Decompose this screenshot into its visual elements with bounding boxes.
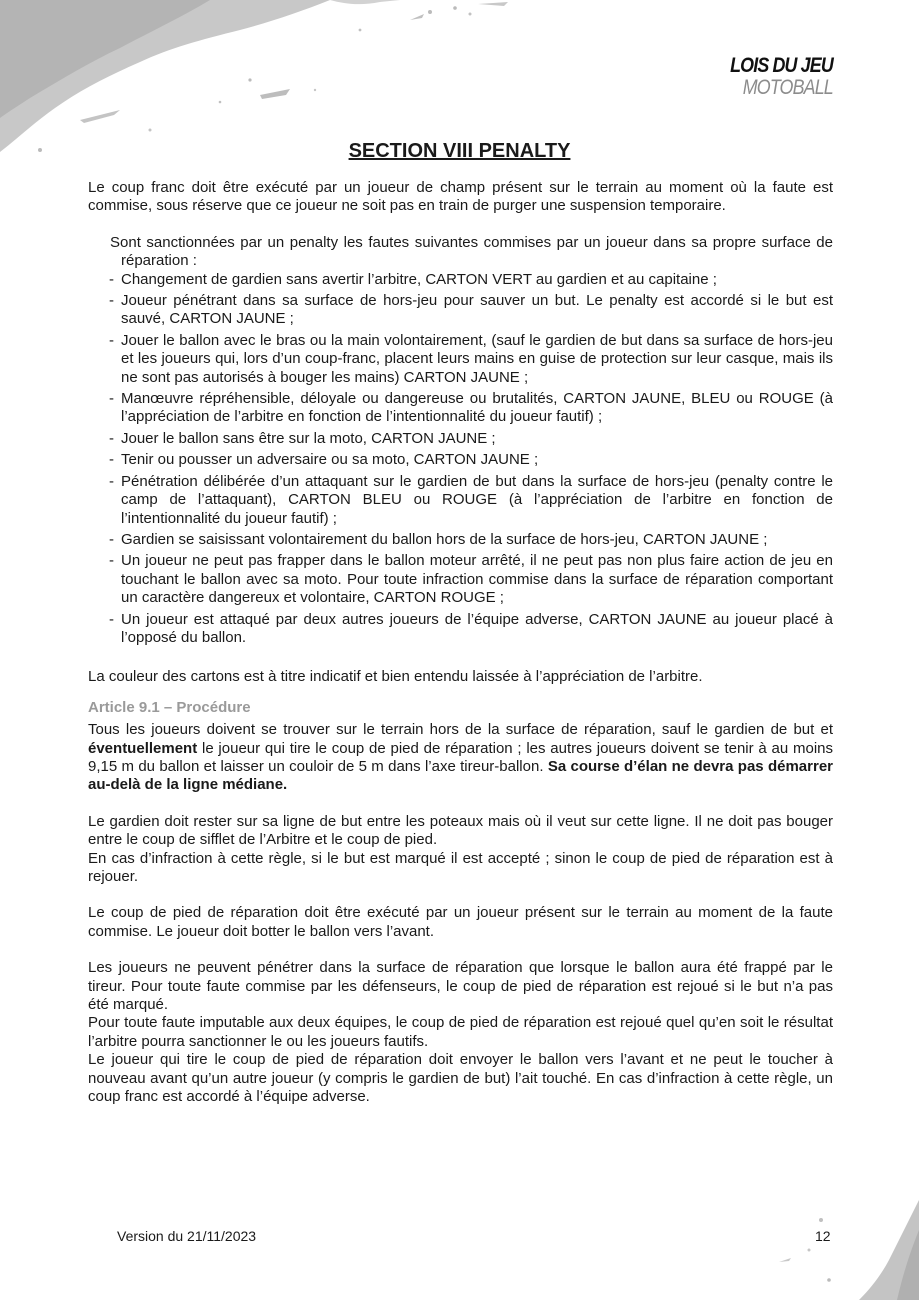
- procedure-paragraph-3: En cas d’infraction à cette règle, si le but est marqué il est accepté ; sinon le coup de pied de réparation est à rejouer.: [88, 849, 833, 885]
- cards-note: La couleur des cartons est à titre indicatif et bien entendu laissée à l’appréciation de l’arbitre.: [88, 668, 703, 686]
- section-title: SECTION VIII PENALTY: [348, 140, 571, 162]
- grunge-decoration-bottom-right: [759, 1190, 919, 1300]
- page-number: 12: [815, 1228, 831, 1244]
- intro-paragraph: Le coup franc doit être exécuté par un joueur de champ présent sur le terrain au moment où la faute est commise, sous réserve que ce joueur ne soit pas en train de purger une suspension temporaire.: [88, 179, 833, 215]
- dash-bullet: -: [109, 552, 114, 570]
- dash-bullet: -: [109, 451, 114, 469]
- dash-bullet: -: [109, 429, 114, 447]
- dash-bullet: -: [109, 331, 114, 349]
- list-item: - Manœuvre répréhensible, déloyale ou dangereuse ou brutalités, CARTON JAUNE, BLEU ou ROUGE (à l’appréciation de l’arbitre en fonction de l’intentionnalité du joueur fautif) ;: [109, 390, 833, 426]
- list-item: - Un joueur ne peut pas frapper dans le ballon moteur arrêté, il ne peut pas non plus faire action de jeu en touchant le ballon avec sa moto. Pour toute infraction commise dans la surface de réparation comportant un caractère dangereux et volontaire, CARTON ROUGE ;: [109, 552, 833, 607]
- dash-bullet: -: [109, 610, 114, 628]
- procedure-paragraph-5: Les joueurs ne peuvent pénétrer dans la surface de réparation que lorsque le ballon aura été frappé par le tireur. Pour toute faute commise par les défenseurs, le coup de pied de réparation est rejoué si le but n’a pas été marqué.: [88, 959, 833, 1014]
- footer-version: Version du 21/11/2023: [117, 1228, 257, 1244]
- procedure-paragraph-2: Le gardien doit rester sur sa ligne de but entre les poteaux mais où il veut sur cette ligne. Il ne doit pas bouger entre le coup de sifflet de l’Arbitre et le coup de pied.: [88, 812, 833, 849]
- dash-bullet: -: [109, 270, 114, 288]
- list-item: - Pénétration délibérée d’un attaquant sur le gardien de but dans la surface de hors-jeu (penalty contre le camp de l’attaquant), CARTON BLEU ou ROUGE (à l’appréciation de l’arbitre en fonction de l’intentionnalité du joueur fautif) ;: [109, 472, 833, 527]
- list-item: - Tenir ou pousser un adversaire ou sa moto, CARTON JAUNE ;: [109, 451, 539, 469]
- list-item: - Changement de gardien sans avertir l’arbitre, CARTON VERT au gardien et au capitaine ;: [109, 270, 717, 288]
- list-item: - Jouer le ballon sans être sur la moto, CARTON JAUNE ;: [109, 429, 496, 447]
- procedure-paragraph-7: Le joueur qui tire le coup de pied de réparation doit envoyer le ballon vers l’avant et ne peut le toucher à nouveau avant qu’un autre joueur (y compris le gardien de but) l’ait touché. En cas d’infraction à cette règle, un coup franc est accordé à l’équipe adverse.: [88, 1051, 833, 1106]
- document-body: [88, 179, 833, 1106]
- list-item: - Jouer le ballon avec le bras ou la main volontairement, (sauf le gardien de but dans sa surface de hors-jeu et les joueurs qui, lors d’un coup-franc, placent leurs mains en guise de protection sur leur casque, mais ils ne sont pas autorisés à bouger les mains) CARTON JAUNE ;: [109, 331, 833, 386]
- dash-bullet: -: [109, 530, 114, 548]
- penalties-intro: Sont sanctionnées par un penalty les fautes suivantes commises par un joueur dans sa propre surface de réparation :: [110, 233, 833, 270]
- article-heading: Article 9.1 – Procédure: [88, 698, 251, 716]
- list-item: - Joueur pénétrant dans sa surface de hors-jeu pour sauver un but. Le penalty est accordé si le but est sauvé, CARTON JAUNE ;: [109, 292, 833, 328]
- dash-bullet: -: [109, 472, 114, 490]
- dash-bullet: -: [109, 292, 114, 310]
- list-item: - Gardien se saisissant volontairement du ballon hors de la surface de hors-jeu, CARTON JAUNE ;: [109, 530, 768, 548]
- procedure-paragraph-4: Le coup de pied de réparation doit être exécuté par un joueur présent sur le terrain au moment de la faute commise. Le joueur doit botter le ballon vers l’avant.: [88, 904, 833, 940]
- logo-line-2: MOTOBALL: [742, 76, 833, 99]
- logo-line-1: LOIS DU JEU: [730, 54, 833, 77]
- dash-bullet: -: [109, 390, 114, 408]
- logo-lois-du-jeu-motoball: [712, 55, 833, 98]
- procedure-paragraph-1: Tous les joueurs doivent se trouver sur le terrain hors de la surface de réparation, sauf le gardien de but et éventuellement le joueur qui tire le coup de pied de réparation ; les autres joueurs doivent se tenir à au moins 9,15 m du ballon et laisser un couloir de 5 m dans l’axe tireur-ballon. Sa course d’élan ne devra pas démarrer au-delà de la ligne médiane.: [88, 721, 833, 794]
- procedure-paragraph-6: Pour toute faute imputable aux deux équipes, le coup de pied de réparation est rejoué quel qu’en soit le résultat l’arbitre pourra sanctionner le ou les joueurs fautifs.: [88, 1014, 833, 1050]
- penalty-list: [88, 271, 833, 648]
- list-item: - Un joueur est attaqué par deux autres joueurs de l’équipe adverse, CARTON JAUNE au joueur placé à l’opposé du ballon.: [109, 610, 833, 646]
